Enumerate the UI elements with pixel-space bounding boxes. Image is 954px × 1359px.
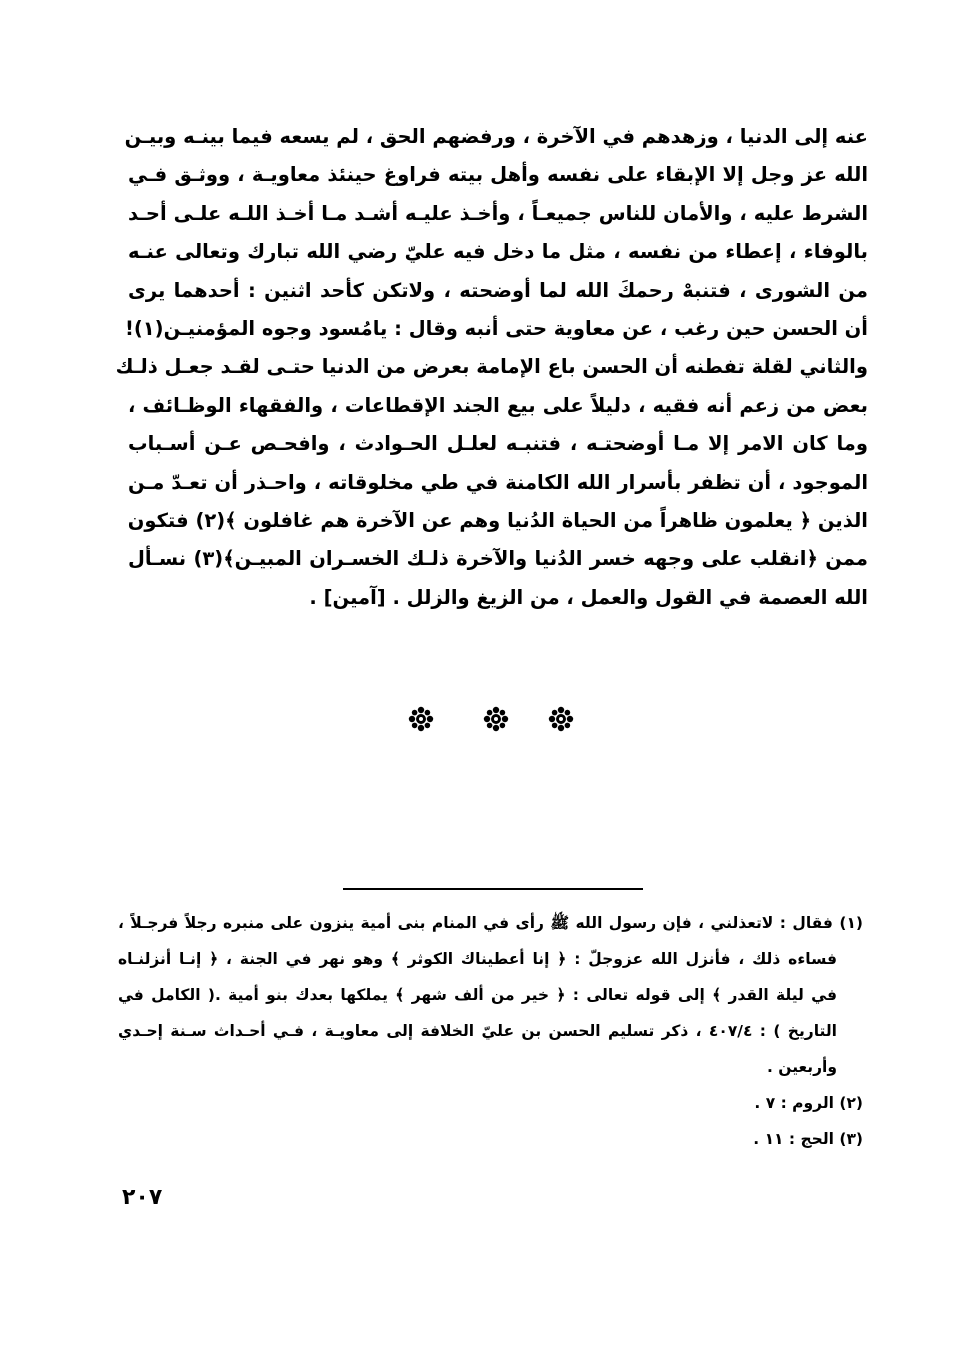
text-line: بالوفاء ، إعطاء من نفسه ، مثل ما دخل فيه عليّ رضي الله تبارك وتعالى عنـه: [128, 240, 868, 264]
text-line: وما كان الامر إلا مـا أوضحتـه ، فتنبـه لعلـل الحـوادث ، وافحـص عـن أسـباب: [128, 432, 868, 456]
footnote-line: في ليلة القدر ﴾ إلى قوله تعالى : ﴿ خير من ألف شهر ﴾ يملكها بعدك بنو أمية .( الكامل في: [118, 986, 837, 1004]
floral-ornament-icon: [548, 706, 574, 732]
floral-ornament-icon: [408, 706, 434, 732]
main-text: [115, 118, 868, 617]
footnote-line: التاريخ ) : ٤٠٧/٤ ، ذكر تسليم الحسن بن عليّ الخلافة إلى معاويـة ، فـي أحـداث سـنة إحـدي: [118, 1022, 837, 1040]
page-number: ٢٠٧: [122, 1185, 163, 1210]
footnote-line: (٢) الروم : ٧ .: [754, 1094, 863, 1112]
text-line: الله عز وجل إلا الإبقاء على نفسه وأهل بيته فراوغ حينئذ معاويـة ، ووثـق فـي: [128, 163, 868, 187]
section-divider-ornaments: [0, 706, 954, 736]
text-line: الله العصمة في القول والعمل ، من الزيغ والزلل . [آمين] .: [309, 585, 868, 609]
floral-ornament-icon: [483, 706, 509, 732]
text-line: الموجود ، أن تظفر بأسرار الله الكامنة في طي مخلوقاته ، واحـذر أن تعـدّ مـن: [128, 470, 868, 494]
footnote-separator: [343, 888, 643, 890]
text-line: بعض من زعم أنه فقيه ، دليلاً على بيع الجند الإقطاعات ، والفقهاء الوظـائف ،: [128, 393, 868, 417]
footnote-line: وأربعين .: [767, 1058, 837, 1076]
text-line: عنه إلى الدنيا ، وزهدهم في الآخرة ، ورفضهم الحق ، لم يسعه فيما بينـه وبيـن: [124, 125, 868, 148]
text-line: أن الحسن حين رغب ، عن معاوية حتى أنبه وقال : يامُسود وجوه المؤمنيـن(١)!: [124, 316, 868, 340]
text-line: من الشورى ، فتنبهْ رحمكَ الله لما أوضحته ، ولاتكن كأحد اثنين : أحدهما يرى: [128, 278, 868, 302]
text-line: والثاني لقلة تفطنه أن الحسن باع الإمامة بعرض من الدنيا حتـى لقـد جعـل ذلـك: [115, 355, 868, 379]
text-line: الذين ﴿ يعلمون ظاهراً من الحياة الدُنيا وهم عن الآخرة هم غافلون ﴾(٢) فتكون: [127, 508, 868, 532]
footnotes: [118, 905, 863, 1157]
footnote-line: (٣) الحج : ١١ .: [753, 1130, 863, 1148]
footnote-line: (١) فقال : لاتعذلني ، فإن رسول الله ﷺ رأى في المنام بنى أمية ينزون على منبره رجلاً فرجـلاً ،: [118, 914, 863, 932]
footnote-line: فساءه ذلك ، فأنزل الله عزوجلّ : ﴿ إنا أعطيناك الكوثر ﴾ وهو نهر في الجنة ، ﴿ إنـا أنزلنـاه: [118, 950, 837, 968]
text-line: الشرط عليه ، والأمان للناس جميعـاً ، وأخـذ عليـه أشـد مـا أخـذ اللـه علـى أحـد: [128, 201, 868, 225]
text-line: ممن ﴿انقلب على وجهه خسر الدُنيا والآخرة ذلـك الخسـران المبيـن﴾(٣) نسـأل: [128, 547, 868, 571]
